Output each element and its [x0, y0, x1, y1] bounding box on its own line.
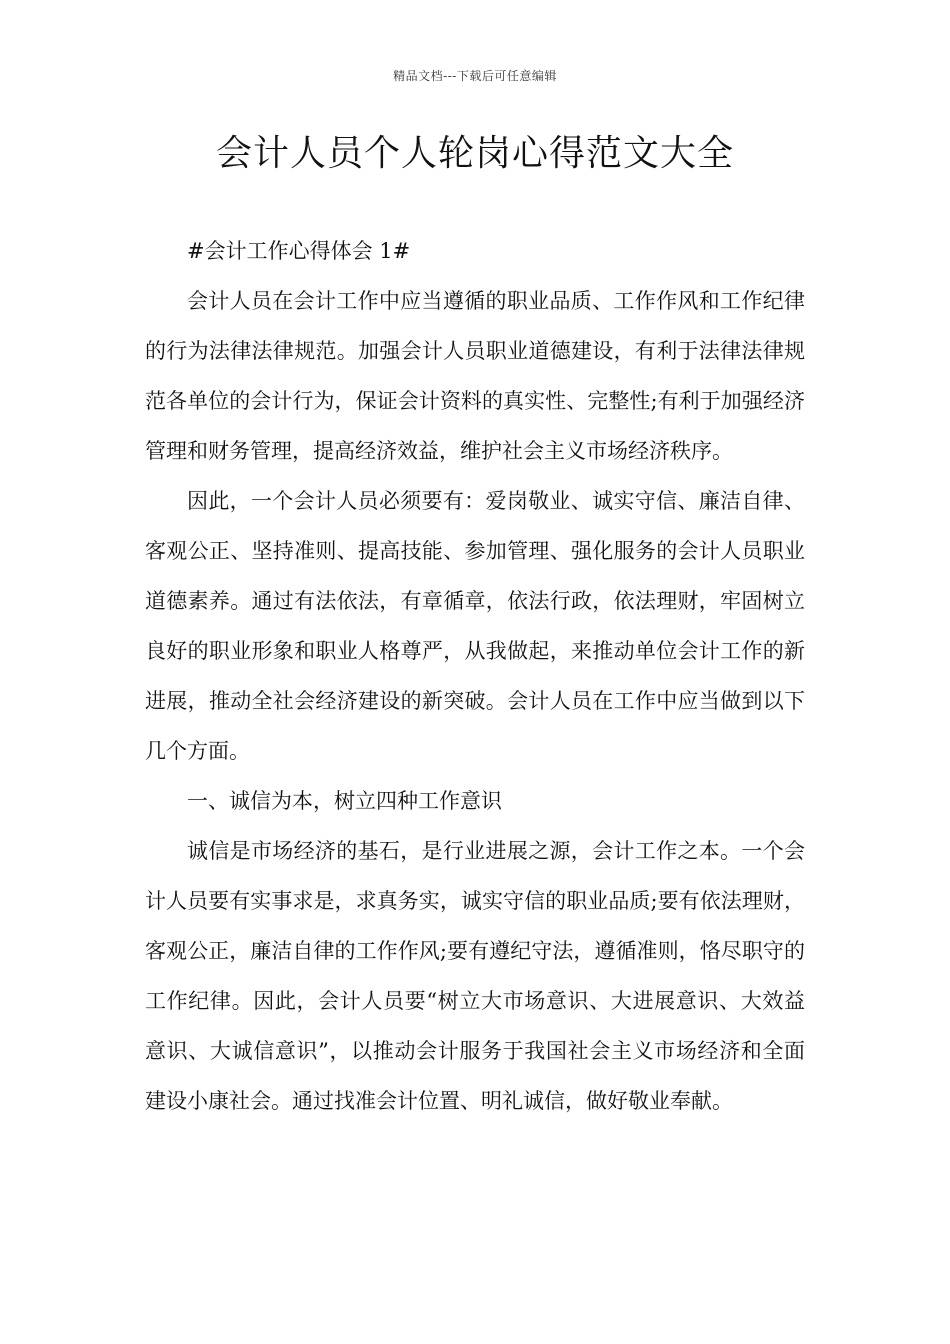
- header-note: 精品文档---下载后可任意编辑: [393, 69, 557, 83]
- subsection-heading: 一、诚信为本，树立四种工作意识: [187, 789, 502, 813]
- body-paragraph: 因此，一个会计人员必须要有：爱岗敬业、诚实守信、廉洁自律、客观公正、坚持准则、提高技能、参加管理、强化服务的会计人员职业道德素养。通过有法依法，有章循章，依法行政，依法理财，牢固树立良好的职业形象和职业人格尊严，从我做起，来推动单位会计工作的新进展，推动全社会经济建设的新突破。会计人员在工作中应当做到以下几个方面。: [145, 489, 805, 763]
- body-paragraph: 会计人员在会计工作中应当遵循的职业品质、工作作风和工作纪律的行为法律法律规范。加强会计人员职业道德建设，有利于法律法律规范各单位的会计行为，保证会计资料的真实性、完整性;有利于加强经济管理和财务管理，提高经济效益，维护社会主义市场经济秩序。: [145, 289, 805, 463]
- body-paragraph: 诚信是市场经济的基石，是行业进展之源，会计工作之本。一个会计人员要有实事求是，求真务实，诚实守信的职业品质;要有依法理财，客观公正，廉洁自律的工作作风;要有遵纪守法，遵循准则，恪尽职守的工作纪律。因此，会计人员要“树立大市场意识、大进展意识、大效益意识、大诚信意识”，以推动会计服务于我国社会主义市场经济和全面建设小康社会。通过找准会计位置、明礼诚信，做好敬业奉献。: [145, 839, 805, 1113]
- document-title: 会计人员个人轮岗心得范文大全: [215, 133, 734, 174]
- section-heading: #会计工作心得体会 1#: [187, 239, 411, 263]
- document-body: [145, 226, 805, 1126]
